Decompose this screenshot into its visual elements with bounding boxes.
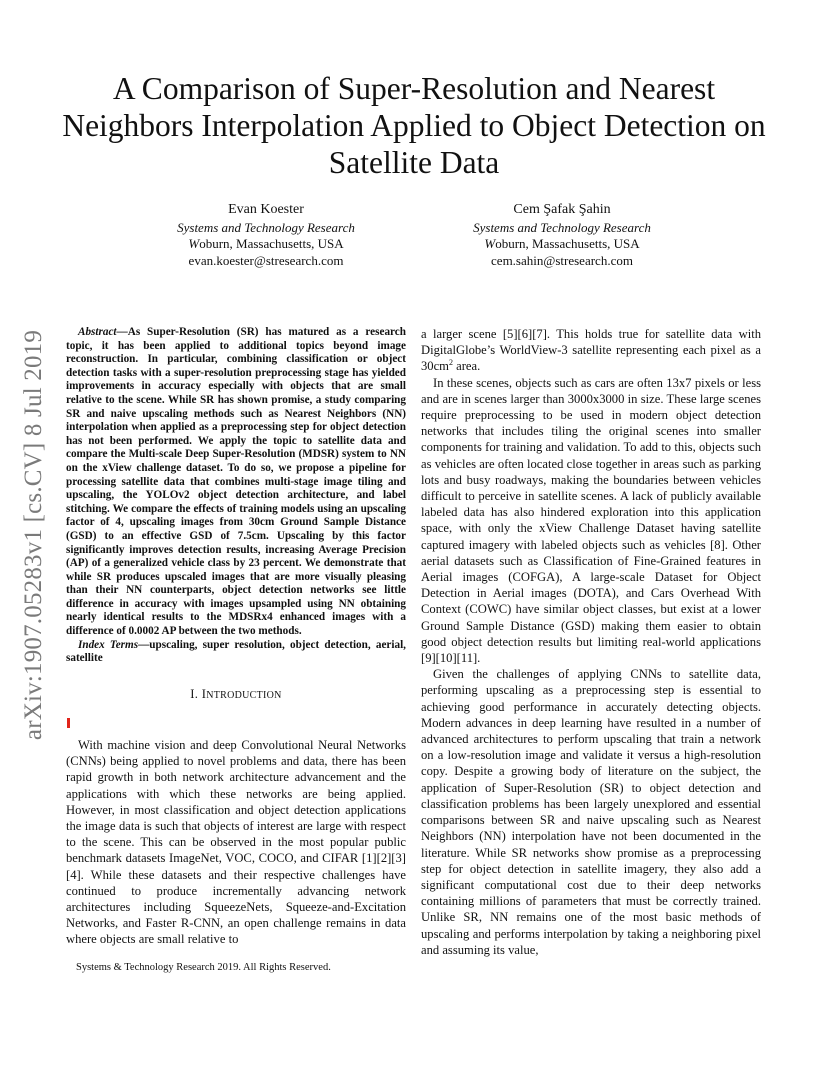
- author-affiliation: Systems and Technology Research: [473, 219, 651, 235]
- superscript: 2: [448, 358, 453, 368]
- left-column: [66, 326, 406, 948]
- right-column: [421, 326, 761, 958]
- right-paragraph-3: Given the challenges of applying CNNs to satellite data, performing upscaling as a preprocessing step is essential to achieving good performance in accurately detecting objects. Modern advances in deep learning have resulted in a number of advanced architectures to perform upscaling that train a network on a low-resolution image and validate it versus a high-resolution copy. Despite a growing body of literature on the subject, the application of Super-Resolution (SR) to object detection and classification problems has been largely unexplored and essential comparisons between SR and naive upscaling such as Nearest Neighbors (NN) interpolation have not been documented in the literature. While SR networks show promise as a preprocessing step for object detection in satellite imagery, they also add a significant computational cost due to their deep networks containing millions of parameters that must be correctly trained. Unlike SR, NN remains one of the most basic methods of upscaling and performs interpolation by taking a neighboring pixel and assuming its value,: [421, 667, 761, 957]
- section-title-rest: NTRODUCTION: [206, 689, 282, 701]
- author-email: evan.koester@stresearch.com: [188, 252, 344, 268]
- index-terms-label: Index Terms: [78, 638, 139, 651]
- intro-paragraph: With machine vision and deep Convolutional Neural Networks (CNNs) being applied to novel problems and data, there has been rapid growth in both network architecture advancement and the applications with which these networks are being applied. However, in most classification and object detection applications the image data is such that objects of interest are large with respect to the scene. This can be observed in the most popular public benchmark datasets ImageNet, VOC, COCO, and CIFAR [1][2][3][4]. While these datasets and their respective challenges have continued to produce incrementally advancing network architectures including SqueezeNets, Squeeze-and-Excitation Networks, and Faster R-CNN, an open challenge remains in data where objects are small relative to: [66, 738, 406, 947]
- index-terms-text: —upscaling, super resolution, object detection, aerial, satellite: [66, 638, 406, 665]
- annotation-marker: [67, 718, 70, 728]
- location-initial: W: [188, 236, 200, 251]
- section-heading-introduction: [66, 686, 406, 704]
- copyright-footer: Systems & Technology Research 2019. All Rights Reserved.: [76, 962, 331, 973]
- paper-title: A Comparison of Super-Resolution and Nearest Neighbors Interpolation Applied to Object Detection on Satellite Data: [62, 71, 766, 180]
- location-initial: W: [484, 236, 496, 251]
- author-name: Evan Koester: [228, 202, 304, 217]
- right-p1-tail: area.: [452, 359, 481, 374]
- right-p1-text: a larger scene [5][6][7]. This holds true for satellite data with DigitalGlobe’s WorldView-3 satellite representing each pixel as a 30cm: [421, 327, 761, 374]
- section-title-first: I: [201, 686, 207, 701]
- author-block-2: [412, 202, 712, 269]
- section-numeral: I.: [190, 686, 199, 701]
- abstract-text: —As Super-Resolution (SR) has matured as a research topic, it has been applied to additional topics beyond image reconstruction. In particular, combining classification or object detection tasks with a super-resolution preprocessing stage has yielded improvements in accuracy especially with objects that are small relative to the scene. While SR has shown promise, a study comparing SR and naive upscaling methods such as Nearest Neighbors (NN) interpolation when applied as a preprocessing step for object detection has not been performed. We apply the topic to satellite data and compare the Multi-scale Deep Super-Resolution (MDSR) system to NN on the xView challenge dataset. To do so, we propose a pipeline for processing satellite data that combines multi-stage image tiling and upscaling, the YOLOv2 object detection architecture, and label stitching. We compare the effects of training models using an upscaling factor of 4, upscaling images from 30cm Ground Sample Distance (GSD) to an effective GSD of 7.5cm. Upscaling by this factor significantly improves detection results, increasing Average Precision (AP) of a generalized vehicle class by 23 percent. We demonstrate that while SR produces upscaled images that are more visually pleasing than their NN counterparts, object detection networks see little difference in accuracy with images upsampled using NN obtaining nearly identical results to the MDSRx4 enhanced images with a difference of 0.0002 AP between the two methods.: [66, 326, 406, 638]
- author-email: cem.sahin@stresearch.com: [491, 252, 633, 268]
- arxiv-stamp-text: arXiv:1907.05283v1 [cs.CV] 8 Jul 2019: [20, 329, 47, 741]
- right-paragraph-2: In these scenes, objects such as cars are often 13x7 pixels or less and are in scenes larger than 3000x3000 in size. These large scenes require preprocessing to be used in modern object detection networks that includes tiling the original scenes into smaller components for training and validation. To add to this, objects such as vehicles are often located close together in areas such as parking lots and busy roadways, making the boundaries between vehicles difficult to perceive in satellite scenes. A lack of publicly available labeled data has also hindered exploration into this application space, with only the xView Challenge Dataset having satellite captured imagery with labeled objects such as vehicles [8]. Other aerial datasets such as Classification of Fine-Grained features in Aerial images (COFGA), A large-scale Dataset for Object Detection in Aerial images (DOTA), and Cars Overhead With Context (COWC) have similar object classes, but exist at a lower Ground Sample Distance (GSD) making them easier to obtain good object detection results but limiting real-world applications [9][10][11].: [421, 375, 761, 666]
- arxiv-stamp: [22, 300, 46, 770]
- author-affiliation: Systems and Technology Research: [177, 219, 355, 235]
- author-location: [412, 236, 712, 253]
- abstract: [66, 326, 406, 666]
- right-paragraph-1: [421, 326, 761, 375]
- author-location: [116, 236, 416, 253]
- location-rest: oburn, Massachusetts, USA: [495, 236, 640, 251]
- abstract-label: Abstract: [78, 326, 117, 338]
- author-name: Cem Şafak Şahin: [513, 202, 611, 217]
- location-rest: oburn, Massachusetts, USA: [199, 236, 344, 251]
- author-block-1: [116, 202, 416, 269]
